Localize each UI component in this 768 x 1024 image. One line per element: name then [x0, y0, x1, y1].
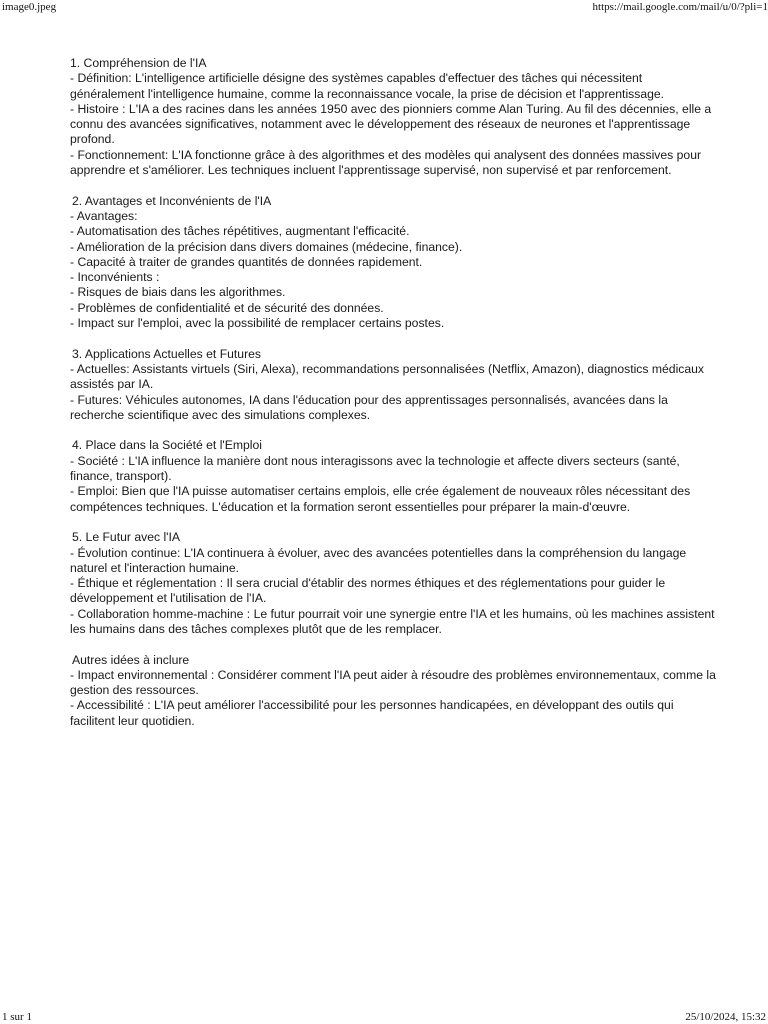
list-item: - Amélioration de la précision dans divers domaines (médecine, finance). [70, 239, 463, 254]
list-item: - Impact sur l'emploi, avec la possibilité de remplacer certains postes. [70, 316, 445, 331]
print-header [0, 0, 768, 16]
print-timestamp: 25/10/2024, 15:32 [685, 1011, 766, 1023]
section-applications [70, 347, 718, 423]
list-item: - Histoire : L'IA a des racines dans les années 1950 avec des pionniers comme Alan Turing. Au fil des décennies, elle a connu des avancées significatives, notamment avec le développement des réseaux de neurones et l'apprentissage profond. [70, 101, 712, 147]
list-item: - Société : L'IA influence la manière dont nous interagissons avec la technologie et affecte divers secteurs (santé, finance, transport). [70, 453, 680, 484]
section-title: Autres idées à inclure [72, 652, 190, 667]
print-footer [0, 1008, 768, 1024]
list-item: - Problèmes de confidentialité et de sécurité des données. [70, 300, 384, 315]
list-item: - Risques de biais dans les algorithmes. [70, 285, 286, 300]
section-title: 1. Compréhension de l'IA [70, 56, 207, 70]
list-item: - Futures: Véhicules autonomes, IA dans l'éducation pour des apprentissages personnalisés, avancées dans la recherche scientifique avec des simulations complexes. [70, 392, 668, 422]
list-item: - Actuelles: Assistants virtuels (Siri, Alexa), recommandations personnalisées (Netflix, Amazon), diagnostics médicaux assistés par IA. [70, 361, 705, 392]
source-url: https://mail.google.com/mail/u/0/?pli=1 [592, 1, 768, 13]
list-item: - Impact environnemental : Considérer comment l'IA peut aider à résoudre des problèmes environnementaux, comme la gestion des ressources. [70, 667, 716, 698]
page-counter: 1 sur 1 [2, 1011, 32, 1023]
section-comprehension [70, 56, 718, 178]
section-societe [70, 438, 718, 514]
section-avantages [70, 194, 718, 332]
section-title: 5. Le Futur avec l'IA [72, 530, 181, 545]
list-item: - Avantages: [70, 208, 138, 223]
list-item: - Collaboration homme-machine : Le futur pourrait voir une synergie entre l'IA et les humains, où les machines assistent les humains dans des tâches complexes plutôt que de les remplacer. [70, 606, 715, 636]
list-item: - Éthique et réglementation : Il sera crucial d'établir des normes éthiques et des réglementations pour guider le développement et l'utilisation de l'IA. [70, 576, 666, 606]
list-item: - Inconvénients : [70, 270, 160, 285]
list-item: - Emploi: Bien que l'IA puisse automatiser certains emplois, elle crée également de nouveaux rôles nécessitant des compétences techniques. L'éducation et la formation seront essentielles pour préparer la main-d'œuvre. [70, 484, 691, 514]
document-body [70, 56, 718, 744]
section-title: 4. Place dans la Société et l'Emploi [72, 438, 262, 453]
list-item: - Fonctionnement: L'IA fonctionne grâce à des algorithmes et des modèles qui analysent des données massives pour apprendre et s'améliorer. Les techniques incluent l'apprentissage supervisé, non supervisé et par renforcement. [70, 147, 702, 178]
file-name: image0.jpeg [2, 1, 57, 13]
list-item: - Capacité à traiter de grandes quantités de données rapidement. [70, 254, 423, 269]
list-item: - Automatisation des tâches répétitives, augmentant l'efficacité. [70, 224, 410, 239]
section-title: 2. Avantages et Inconvénients de l'IA [72, 193, 272, 208]
section-title: 3. Applications Actuelles et Futures [72, 346, 262, 361]
list-item: - Évolution continue: L'IA continuera à évoluer, avec des avancées potentielles dans la compréhension du langage naturel et l'interaction humaine. [70, 545, 687, 575]
section-futur [70, 530, 718, 637]
list-item: - Définition: L'intelligence artificielle désigne des systèmes capables d'effectuer des tâches qui nécessitent généralement l'intelligence humaine, comme la reconnaissance vocale, la prise de décision et l'apprentissage. [70, 71, 665, 101]
list-item: - Accessibilité : L'IA peut améliorer l'accessibilité pour les personnes handicapées, en développant des outils qui facilitent leur quotidien. [70, 698, 674, 728]
section-autres-idees [70, 653, 718, 729]
